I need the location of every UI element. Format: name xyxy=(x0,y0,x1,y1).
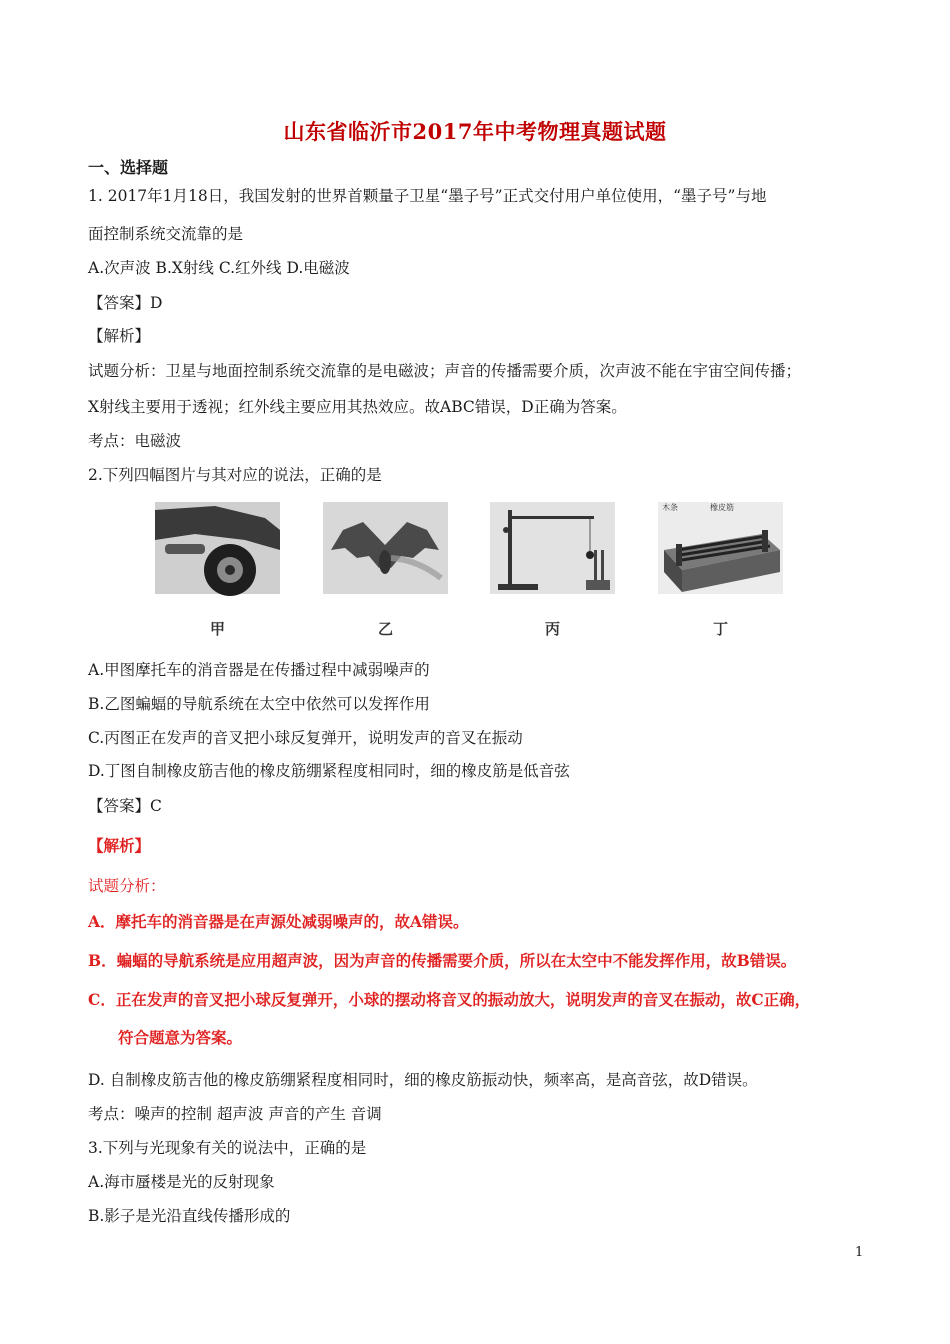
rubber-band-guitar-image xyxy=(658,500,783,618)
fig-label-jia: 甲 xyxy=(209,620,225,638)
fig4-tag-rubber: 橡皮筋 xyxy=(710,503,734,512)
q3-stem: 3.下列与光现象有关的说法中，正确的是 xyxy=(88,1139,367,1157)
q2-option-c: C.丙图正在发声的音叉把小球反复弹开，说明发声的音叉在振动 xyxy=(88,729,523,747)
figure-rubber-band-guitar xyxy=(658,500,783,645)
q1-stem-line2: 面控制系统交流靠的是 xyxy=(88,225,244,243)
q3-option-b: B.影子是光沿直线传播形成的 xyxy=(88,1207,291,1225)
q2-analysis-b: B．蝙蝠的导航系统是应用超声波，因为声音的传播需要介质，所以在太空中不能发挥作用，故B错误。 xyxy=(88,951,797,970)
q2-figures xyxy=(155,500,790,650)
q2-point: 考点：噪声的控制 超声波 声音的产生 音调 xyxy=(88,1105,382,1123)
q2-option-d: D.丁图自制橡皮筋吉他的橡皮筋绷紧程度相同时，细的橡皮筋是低音弦 xyxy=(88,762,570,780)
page-number: 1 xyxy=(855,1245,864,1260)
q2-analysis-c-line2: 符合题意为答案。 xyxy=(118,1028,243,1047)
motorcycle-image xyxy=(155,500,280,618)
q3-option-a: A.海市蜃楼是光的反射现象 xyxy=(88,1173,275,1191)
q2-analysis-a: A．摩托车的消音器是在声源处减弱噪声的，故A错误。 xyxy=(88,912,469,931)
q1-point: 考点：电磁波 xyxy=(88,432,182,450)
q2-answer: 【答案】C xyxy=(88,797,162,815)
q2-analysis-label: 试题分析： xyxy=(88,877,166,895)
q2-option-a: A.甲图摩托车的消音器是在传播过程中减弱噪声的 xyxy=(88,661,430,679)
q1-options: A.次声波 B.X射线 C.红外线 D.电磁波 xyxy=(88,259,350,277)
q1-analysis-heading: 【解析】 xyxy=(88,327,151,345)
page-title: 山东省临沂市2017年中考物理真题试题 xyxy=(283,119,667,144)
fig-label-ding: 丁 xyxy=(712,620,728,638)
figure-motorcycle xyxy=(155,500,280,645)
bat-image xyxy=(323,500,448,618)
q2-stem: 2.下列四幅图片与其对应的说法，正确的是 xyxy=(88,466,382,484)
figure-tuning-fork xyxy=(490,500,615,645)
q2-analysis-c-line1: C．正在发声的音叉把小球反复弹开，小球的摆动将音叉的振动放大，说明发声的音叉在振动，故C正确， xyxy=(88,990,811,1009)
q2-option-b: B.乙图蝙蝠的导航系统在太空中依然可以发挥作用 xyxy=(88,695,430,713)
fig-label-yi: 乙 xyxy=(377,620,393,638)
q1-answer: 【答案】D xyxy=(88,294,163,312)
q2-analysis-heading: 【解析】 xyxy=(88,836,151,855)
tuning-fork-image xyxy=(490,500,615,618)
fig4-tag-wood: 木条 xyxy=(662,503,678,512)
q1-stem-line1: 1. 2017年1月18日，我国发射的世界首颗量子卫星“墨子号”正式交付用户单位使用，“墨子号”与地 xyxy=(88,187,767,205)
q1-analysis-line1: 试题分析：卫星与地面控制系统交流靠的是电磁波；声音的传播需要介质，次声波不能在宇宙空间传播； xyxy=(88,362,802,380)
section-heading: 一、选择题 xyxy=(88,158,169,177)
q2-analysis-d: D. 自制橡皮筋吉他的橡皮筋绷紧程度相同时，细的橡皮筋振动快，频率高，是高音弦，故D错误。 xyxy=(88,1071,758,1089)
fig-label-bing: 丙 xyxy=(544,620,560,638)
q1-analysis-line2: X射线主要用于透视；红外线主要应用其热效应。故ABC错误，D正确为答案。 xyxy=(88,398,627,416)
figure-bat xyxy=(323,500,448,645)
